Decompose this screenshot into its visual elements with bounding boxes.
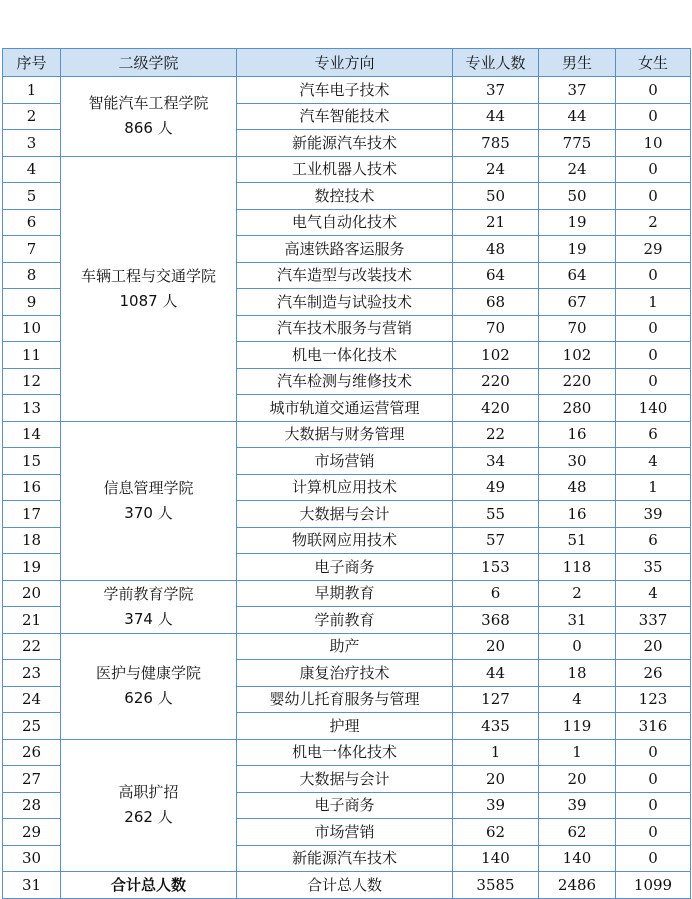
major-total: 57 [453, 527, 539, 554]
female-count: 337 [616, 607, 691, 634]
college-count: 1087 人 [119, 291, 178, 310]
college-cell [61, 633, 237, 739]
enrollment-table [2, 48, 691, 899]
table-row [3, 421, 691, 448]
male-count: 51 [539, 527, 616, 554]
female-count: 123 [616, 686, 691, 713]
college-cell [61, 580, 237, 633]
college-count: 370 人 [124, 503, 173, 522]
female-count: 0 [616, 766, 691, 793]
male-count: 62 [539, 819, 616, 846]
major-total: 22 [453, 421, 539, 448]
major-total: 24 [453, 156, 539, 183]
major-name: 护理 [237, 713, 453, 740]
row-number: 27 [3, 766, 61, 793]
header-no: 序号 [3, 49, 61, 77]
female-count: 1 [616, 289, 691, 316]
major-total: 62 [453, 819, 539, 846]
female-count: 0 [616, 183, 691, 210]
row-number: 29 [3, 819, 61, 846]
header-total: 专业人数 [453, 49, 539, 77]
major-name: 工业机器人技术 [237, 156, 453, 183]
female-count: 0 [616, 342, 691, 369]
row-number: 6 [3, 209, 61, 236]
college-name: 学前教育学院 [103, 584, 194, 603]
college-name: 信息管理学院 [103, 478, 194, 497]
header-college: 二级学院 [61, 49, 237, 77]
male-count: 16 [539, 501, 616, 528]
college-name: 智能汽车工程学院 [88, 94, 209, 113]
major-total: 44 [453, 103, 539, 130]
college-cell [61, 77, 237, 157]
male-count: 20 [539, 766, 616, 793]
male-count: 118 [539, 554, 616, 581]
major-total: 420 [453, 395, 539, 422]
total-row-number: 31 [3, 872, 61, 899]
table-row [3, 580, 691, 607]
major-name: 汽车造型与改装技术 [237, 262, 453, 289]
major-total: 21 [453, 209, 539, 236]
male-count: 30 [539, 448, 616, 475]
row-number: 11 [3, 342, 61, 369]
major-total: 785 [453, 130, 539, 157]
major-name: 早期教育 [237, 580, 453, 607]
major-name: 汽车技术服务与营销 [237, 315, 453, 342]
female-count: 4 [616, 580, 691, 607]
male-count: 18 [539, 660, 616, 687]
male-count: 37 [539, 77, 616, 104]
major-name: 汽车智能技术 [237, 103, 453, 130]
female-count: 1 [616, 474, 691, 501]
college-cell [61, 739, 237, 872]
female-count: 0 [616, 103, 691, 130]
grand-male: 2486 [539, 872, 616, 899]
major-total: 153 [453, 554, 539, 581]
row-number: 13 [3, 395, 61, 422]
male-count: 0 [539, 633, 616, 660]
female-count: 316 [616, 713, 691, 740]
male-count: 140 [539, 845, 616, 872]
major-name: 物联网应用技术 [237, 527, 453, 554]
female-count: 0 [616, 792, 691, 819]
female-count: 29 [616, 236, 691, 263]
major-name: 大数据与会计 [237, 501, 453, 528]
female-count: 2 [616, 209, 691, 236]
grand-total: 3585 [453, 872, 539, 899]
header-male: 男生 [539, 49, 616, 77]
female-count: 0 [616, 262, 691, 289]
table-row [3, 156, 691, 183]
row-number: 28 [3, 792, 61, 819]
row-number: 12 [3, 368, 61, 395]
row-number: 5 [3, 183, 61, 210]
major-name: 计算机应用技术 [237, 474, 453, 501]
major-name: 城市轨道交通运营管理 [237, 395, 453, 422]
major-name: 学前教育 [237, 607, 453, 634]
table-row [3, 633, 691, 660]
major-total: 49 [453, 474, 539, 501]
row-number: 2 [3, 103, 61, 130]
male-count: 16 [539, 421, 616, 448]
total-row [3, 872, 691, 899]
major-total: 64 [453, 262, 539, 289]
female-count: 10 [616, 130, 691, 157]
table-row [3, 739, 691, 766]
total-label: 合计总人数 [61, 872, 237, 899]
header-female: 女生 [616, 49, 691, 77]
major-total: 1 [453, 739, 539, 766]
major-name: 机电一体化技术 [237, 342, 453, 369]
major-name: 助产 [237, 633, 453, 660]
male-count: 102 [539, 342, 616, 369]
major-total: 220 [453, 368, 539, 395]
major-total: 70 [453, 315, 539, 342]
male-count: 19 [539, 236, 616, 263]
college-cell [61, 421, 237, 580]
header-major: 专业方向 [237, 49, 453, 77]
row-number: 10 [3, 315, 61, 342]
major-name: 高速铁路客运服务 [237, 236, 453, 263]
major-total: 48 [453, 236, 539, 263]
college-name: 医护与健康学院 [95, 664, 201, 682]
major-name: 康复治疗技术 [237, 660, 453, 687]
male-count: 119 [539, 713, 616, 740]
major-name: 电子商务 [237, 792, 453, 819]
row-number: 1 [3, 77, 61, 104]
major-name: 电子商务 [237, 554, 453, 581]
major-total: 140 [453, 845, 539, 872]
row-number: 14 [3, 421, 61, 448]
male-count: 775 [539, 130, 616, 157]
female-count: 20 [616, 633, 691, 660]
female-count: 39 [616, 501, 691, 528]
major-name: 机电一体化技术 [237, 739, 453, 766]
male-count: 2 [539, 580, 616, 607]
major-total: 127 [453, 686, 539, 713]
male-count: 31 [539, 607, 616, 634]
major-name: 电气自动化技术 [237, 209, 453, 236]
college-count: 866 人 [124, 119, 173, 138]
row-number: 15 [3, 448, 61, 475]
female-count: 0 [616, 819, 691, 846]
college-cell [61, 156, 237, 421]
row-number: 21 [3, 607, 61, 634]
male-count: 24 [539, 156, 616, 183]
row-number: 3 [3, 130, 61, 157]
male-count: 39 [539, 792, 616, 819]
major-total: 6 [453, 580, 539, 607]
row-number: 23 [3, 660, 61, 687]
college-count: 374 人 [124, 609, 173, 628]
row-number: 7 [3, 236, 61, 263]
row-number: 20 [3, 580, 61, 607]
major-total: 102 [453, 342, 539, 369]
row-number: 19 [3, 554, 61, 581]
major-name: 大数据与会计 [237, 766, 453, 793]
total-major-label: 合计总人数 [237, 872, 453, 899]
female-count: 4 [616, 448, 691, 475]
female-count: 0 [616, 845, 691, 872]
male-count: 50 [539, 183, 616, 210]
major-total: 39 [453, 792, 539, 819]
college-name: 高职扩招 [118, 783, 179, 802]
major-total: 20 [453, 766, 539, 793]
male-count: 1 [539, 739, 616, 766]
male-count: 64 [539, 262, 616, 289]
major-name: 市场营销 [237, 448, 453, 475]
row-number: 8 [3, 262, 61, 289]
male-count: 280 [539, 395, 616, 422]
female-count: 140 [616, 395, 691, 422]
male-count: 48 [539, 474, 616, 501]
major-name: 市场营销 [237, 819, 453, 846]
college-name: 车辆工程与交通学院 [80, 266, 216, 285]
major-name: 新能源汽车技术 [237, 130, 453, 157]
row-number: 18 [3, 527, 61, 554]
major-total: 68 [453, 289, 539, 316]
major-name: 汽车检测与维修技术 [237, 368, 453, 395]
row-number: 9 [3, 289, 61, 316]
major-total: 50 [453, 183, 539, 210]
major-name: 汽车制造与试验技术 [237, 289, 453, 316]
male-count: 70 [539, 315, 616, 342]
table-body [3, 77, 691, 899]
major-total: 435 [453, 713, 539, 740]
female-count: 35 [616, 554, 691, 581]
major-total: 20 [453, 633, 539, 660]
row-number: 25 [3, 713, 61, 740]
row-number: 22 [3, 633, 61, 660]
header-row [3, 49, 691, 77]
row-number: 30 [3, 845, 61, 872]
major-total: 55 [453, 501, 539, 528]
grand-female: 1099 [616, 872, 691, 899]
male-count: 44 [539, 103, 616, 130]
female-count: 0 [616, 156, 691, 183]
major-total: 37 [453, 77, 539, 104]
female-count: 6 [616, 527, 691, 554]
female-count: 0 [616, 368, 691, 395]
major-name: 大数据与财务管理 [237, 421, 453, 448]
major-name: 汽车电子技术 [237, 77, 453, 104]
major-name: 婴幼儿托育服务与管理 [237, 686, 453, 713]
row-number: 4 [3, 156, 61, 183]
major-total: 368 [453, 607, 539, 634]
row-number: 24 [3, 686, 61, 713]
male-count: 220 [539, 368, 616, 395]
female-count: 0 [616, 77, 691, 104]
male-count: 4 [539, 686, 616, 713]
major-total: 34 [453, 448, 539, 475]
row-number: 17 [3, 501, 61, 528]
male-count: 19 [539, 209, 616, 236]
row-number: 26 [3, 739, 61, 766]
female-count: 6 [616, 421, 691, 448]
row-number: 16 [3, 474, 61, 501]
major-total: 44 [453, 660, 539, 687]
table-row [3, 77, 691, 104]
male-count: 67 [539, 289, 616, 316]
female-count: 0 [616, 739, 691, 766]
female-count: 0 [616, 315, 691, 342]
female-count: 26 [616, 660, 691, 687]
major-name: 新能源汽车技术 [237, 845, 453, 872]
college-count: 626 人 [124, 689, 173, 707]
major-name: 数控技术 [237, 183, 453, 210]
college-count: 262 人 [124, 808, 173, 827]
